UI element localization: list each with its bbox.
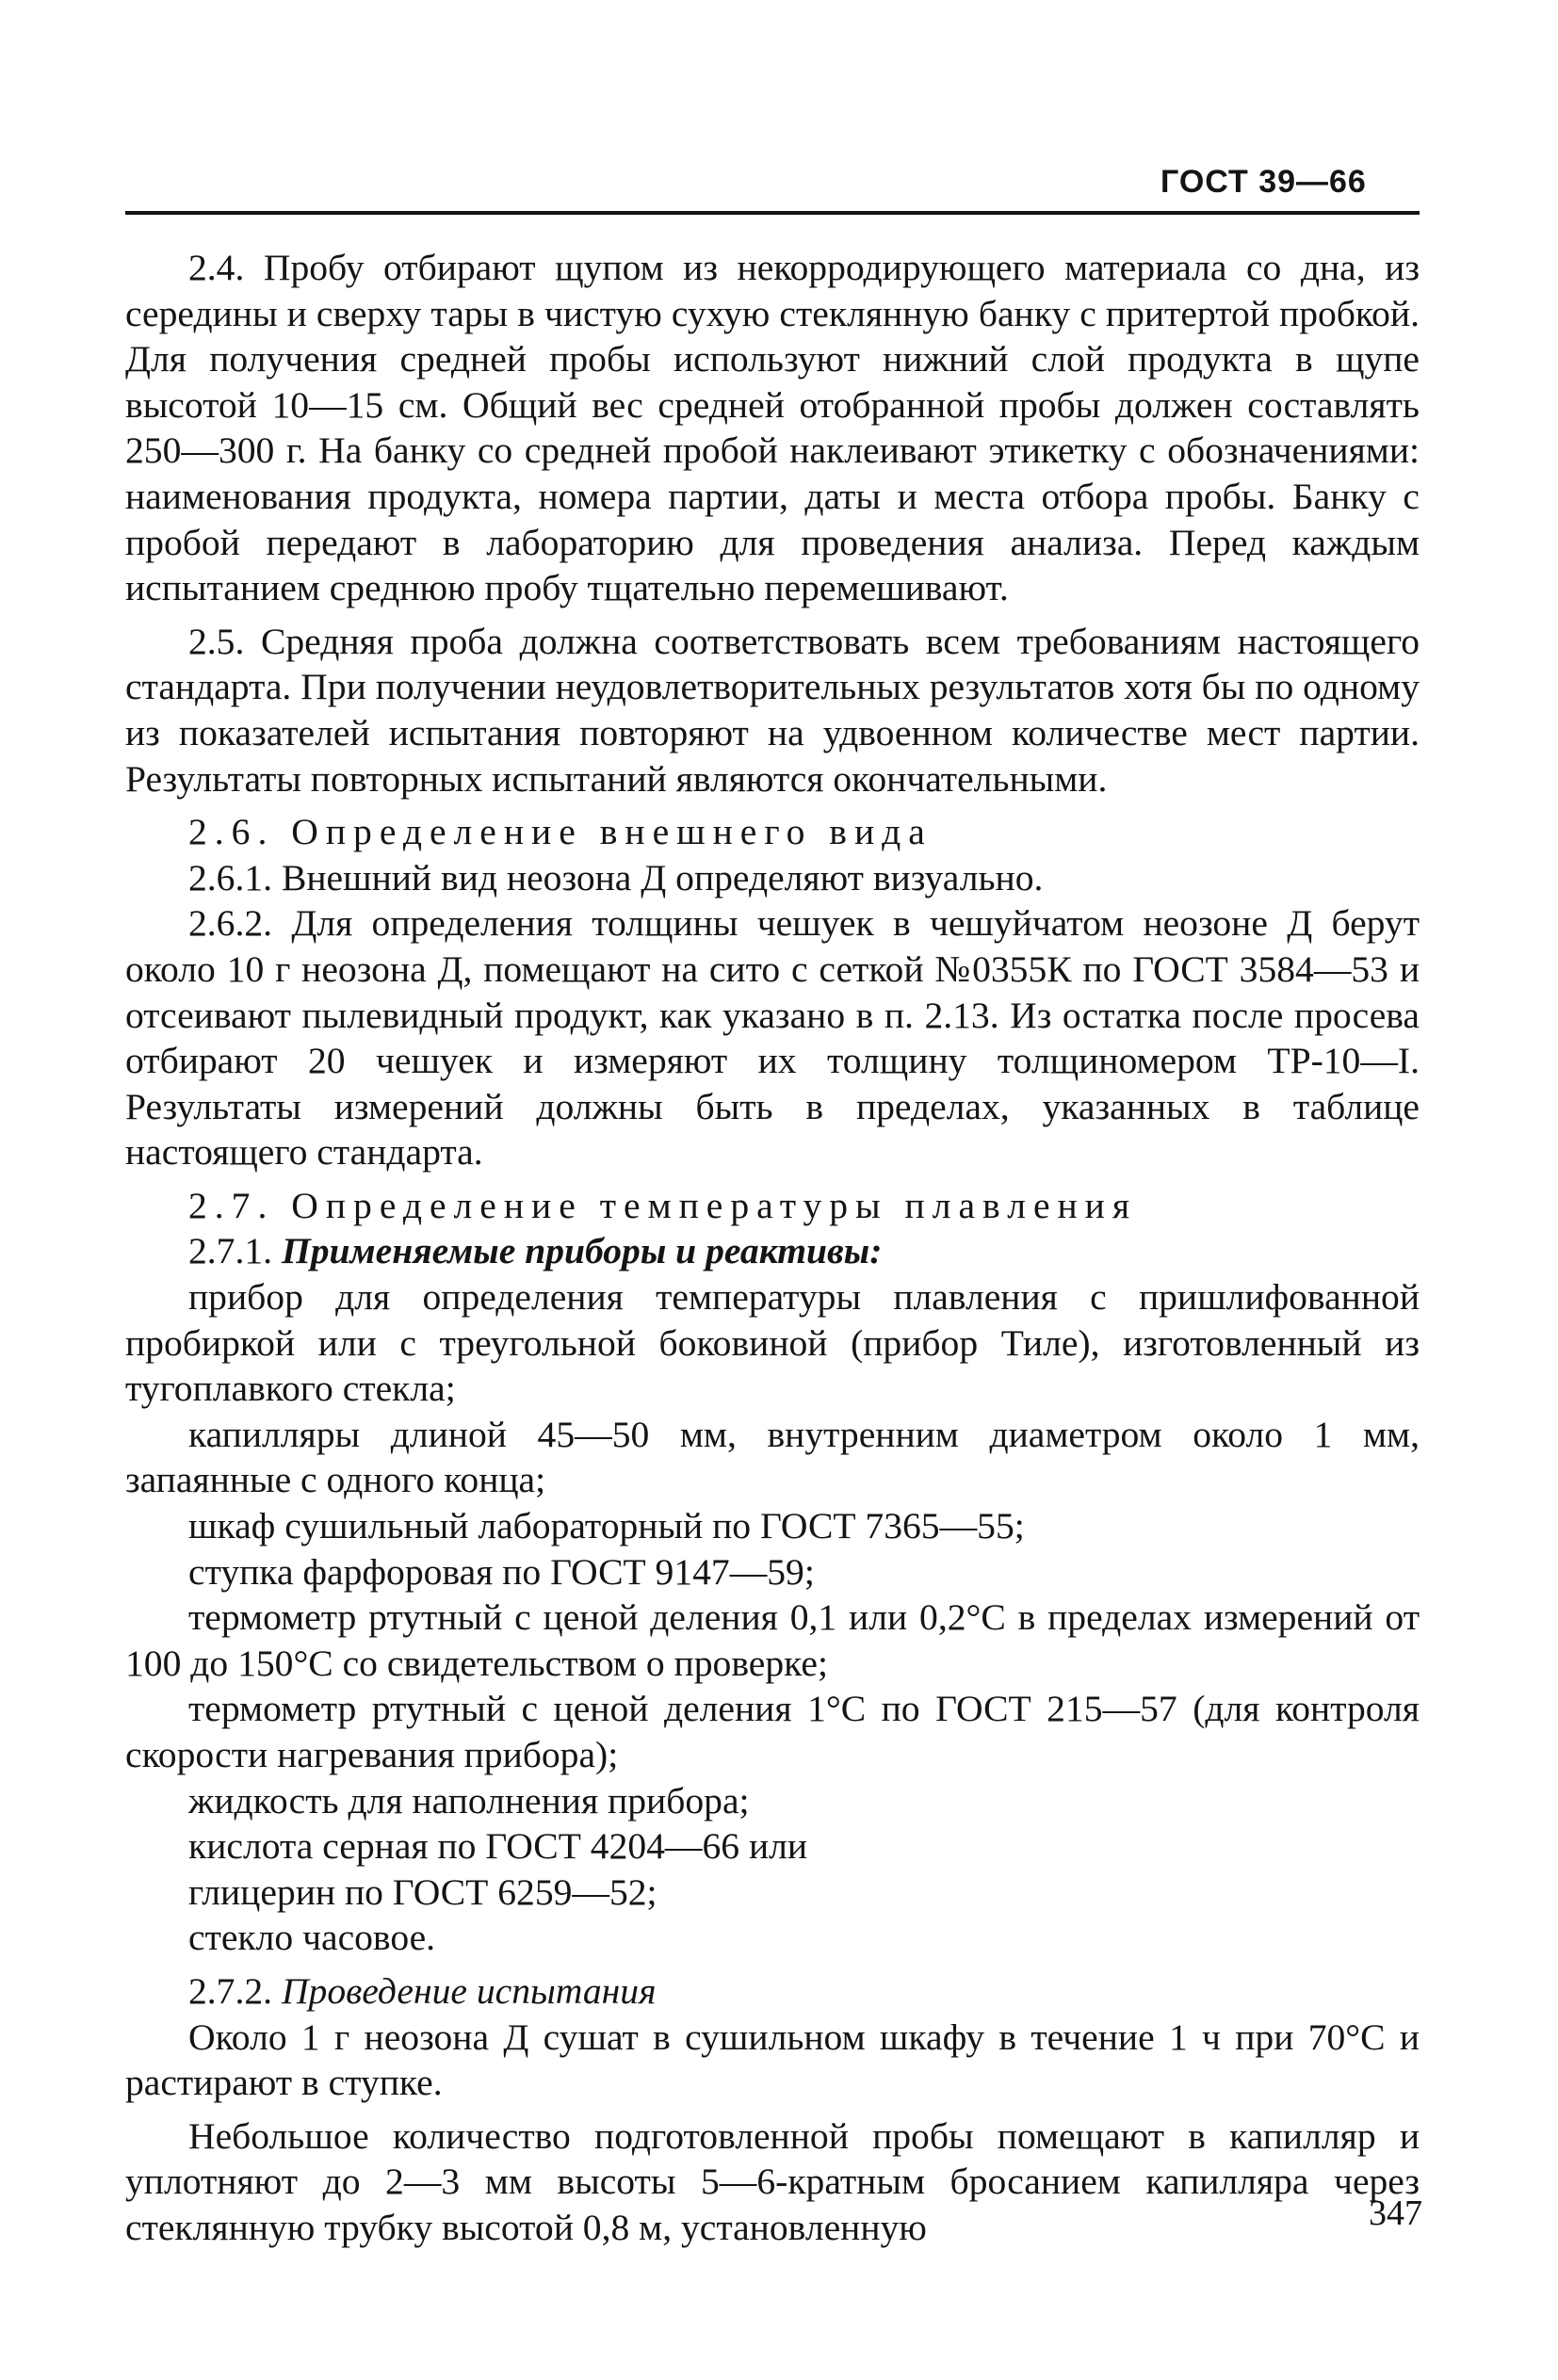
subsection-heading-2-7-2	[125, 1968, 1420, 2015]
running-header: ГОСТ 39—66	[1160, 164, 1367, 200]
list-item: термометр ртутный с ценой деления 1°С по ГОСТ 215—57 (для контроля скорости нагревания прибора);	[125, 1688, 1420, 1775]
list-item: термометр ртутный с ценой деления 0,1 или 0,2°С в пределах измерений от 100 до 150°С со свидетельством о проверке;	[125, 1596, 1420, 1684]
paragraph-2-6-1: 2.6.1. Внешний вид неозона Д определяют визуально.	[188, 856, 1044, 899]
page-number: 347	[1369, 2194, 1422, 2233]
paragraph-2-6-2: 2.6.2. Для определения толщины чешуек в чешуйчатом неозоне Д берут около 10 г неозона Д, помещают на сито с сеткой №0355К по ГОСТ 3584—53 и отсеивают пылевидный продукт, как указано в п. 2.13. Из остатка после просева отбирают 20 чешуек и измеряют их толщину толщиномером ТР-10—I. Результаты измерений должны быть в пределах, указанных в таблице настоящего стандарта.	[125, 902, 1420, 1174]
header-rule	[125, 211, 1420, 215]
subsection-heading-2-7-1	[125, 1228, 1420, 1274]
paragraph-2-4: 2.4. Пробу отбирают щупом из некорродирующего материала со дна, из середины и сверху тары в чистую сухую стеклянную банку с притертой пробкой. Для получения средней пробы используют нижний слой продукта в щупе высотой 10—15 см. Общий вес средней отобранной пробы должен составлять 250—300 г. На банку со средней пробой наклеивают этикетку с обозначениями: наименования продукта, номера партии, даты и места отбора пробы. Банку с пробой передают в лабораторию для проведения анализа. Перед каждым испытанием среднюю пробу тщательно перемешивают.	[125, 247, 1420, 609]
list-item: стекло часовое.	[188, 1917, 436, 1959]
list-item: прибор для определения температуры плавления с пришлифованной пробиркой или с треугольной боковиной (прибор Тиле), изготовленный из тугоплавкого стекла;	[125, 1276, 1420, 1410]
subsection-title: Применяемые приборы и реактивы:	[281, 1230, 883, 1272]
subsection-number: 2.7.1.	[188, 1230, 273, 1272]
list-item: жидкость для наполнения прибора;	[188, 1779, 750, 1821]
paragraph-2-7-2-b: Небольшое количество подготовленной пробы помещают в капилляр и уплотняют до 2—3 мм высоты 5—6-кратным бросанием капилляра через стеклянную трубку высотой 0,8 м, установленную	[125, 2114, 1420, 2248]
section-heading-2-7: 2.7. Определение температуры плавления	[188, 1184, 1138, 1226]
list-item: глицерин по ГОСТ 6259—52;	[188, 1870, 657, 1913]
list-item: шкаф сушильный лабораторный по ГОСТ 7365—55;	[188, 1505, 1025, 1547]
list-item: капилляры длиной 45—50 мм, внутренним диаметром около 1 мм, запаянные с одного конца;	[125, 1413, 1420, 1501]
subsection-title: Проведение испытания	[281, 1969, 657, 2012]
paragraph-2-5: 2.5. Средняя проба должна соответствовать всем требованиям настоящего стандарта. При получении неудовлетворительных результатов хотя бы по одному из показателей испытания повторяют на удвоенном количестве мест партии. Результаты повторных испытаний являются окончательными.	[125, 620, 1420, 800]
document-body	[125, 245, 1420, 2251]
list-item: ступка фарфоровая по ГОСТ 9147—59;	[188, 1550, 815, 1593]
section-heading-2-6: 2.6. Определение внешнего вида	[188, 811, 933, 853]
subsection-number: 2.7.2.	[188, 1969, 273, 2012]
paragraph-2-7-2-a: Около 1 г неозона Д сушат в сушильном шкафу в течение 1 ч при 70°С и растирают в ступке.	[125, 2016, 1420, 2104]
list-item: кислота серная по ГОСТ 4204—66 или	[188, 1825, 808, 1868]
